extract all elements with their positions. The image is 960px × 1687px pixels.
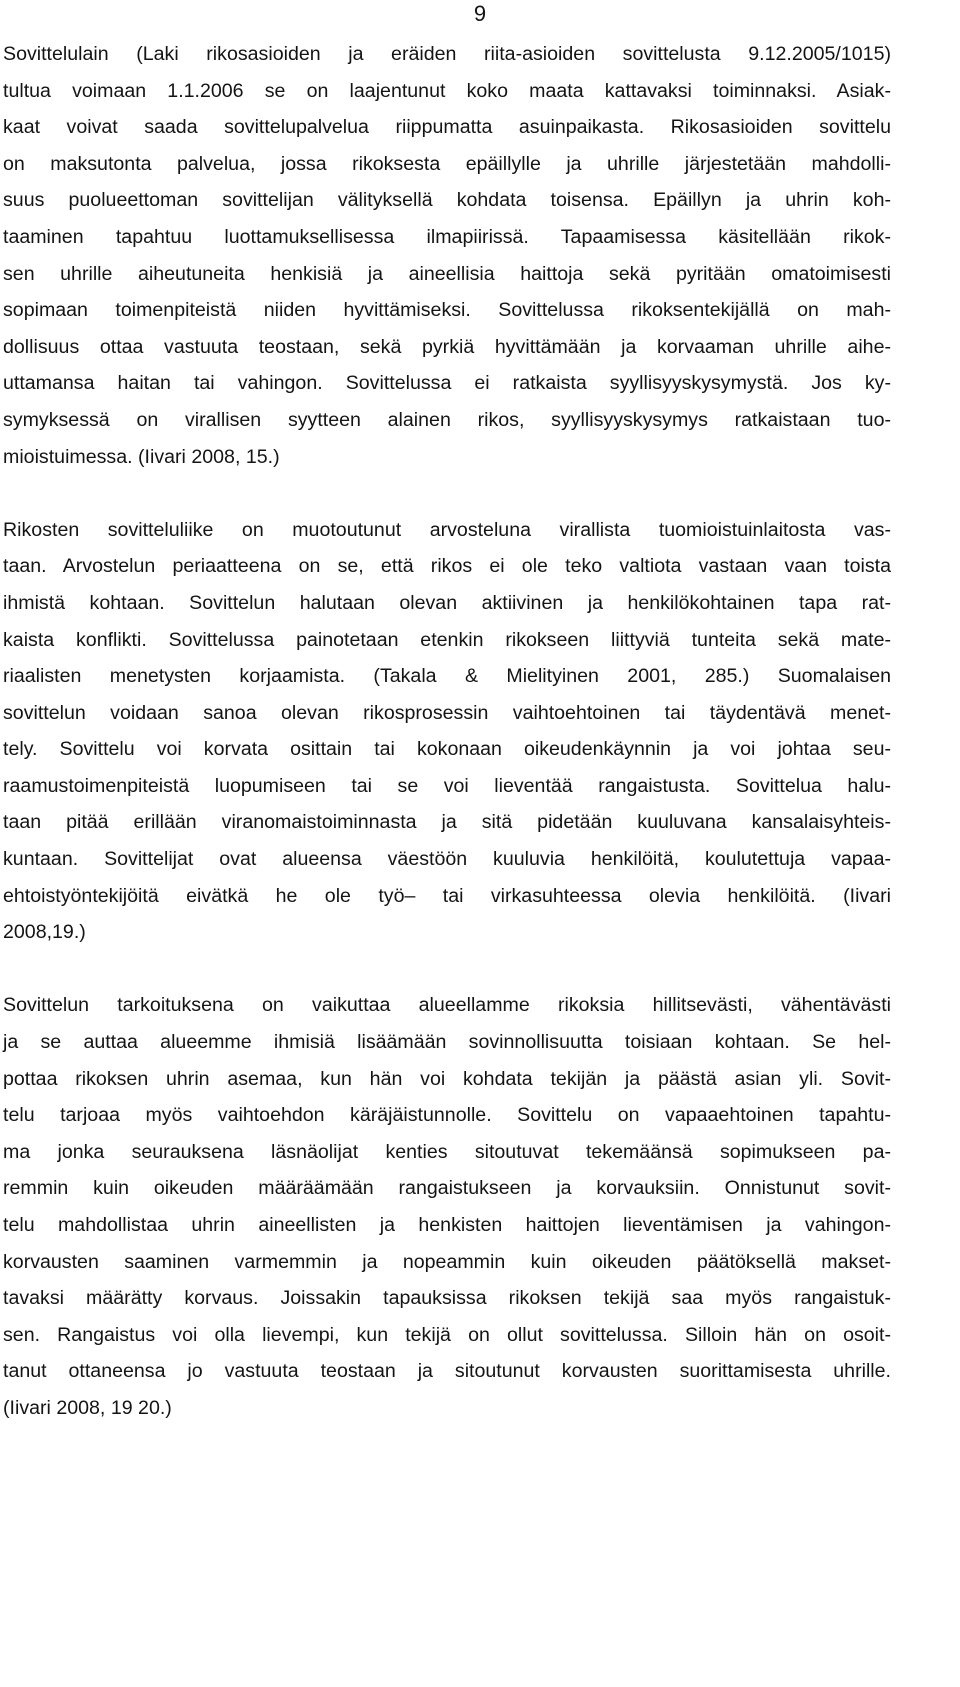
text-line: ehtoistyöntekijöitä eivätkä he ole työ– tai virkasuhteessa olevia henkilöitä. (Iivari bbox=[3, 884, 891, 907]
text-line: remmin kuin oikeuden määräämään rangaistukseen ja korvauksiin. Onnistunut sovit- bbox=[3, 1177, 891, 1200]
text-line: riaalisten menetysten korjaamista. (Takala & Mielityinen 2001, 285.) Suomalaisen bbox=[3, 665, 891, 688]
text-line: (Iivari 2008, 19 20.) bbox=[3, 1396, 172, 1419]
text-line: mioistuimessa. (Iivari 2008, 15.) bbox=[3, 445, 280, 468]
text-line: kaista konflikti. Sovittelussa painotetaan etenkin rikokseen liittyviä tunteita sekä mate- bbox=[3, 628, 891, 651]
text-line: ja se auttaa alueemme ihmisiä lisäämään sovinnollisuutta toisiaan kohtaan. Se hel- bbox=[3, 1031, 891, 1054]
text-line: korvausten saaminen varmemmin ja nopeammin kuin oikeuden päätöksellä makset- bbox=[3, 1250, 891, 1273]
text-line: raamustoimenpiteistä luopumiseen tai se voi lieventää rangaistusta. Sovittelua halu- bbox=[3, 774, 891, 797]
text-line: on maksutonta palvelua, jossa rikoksesta epäillylle ja uhrille järjestetään mahdolli- bbox=[3, 152, 891, 175]
text-line: taan. Arvostelun periaatteena on se, että rikos ei ole teko valtiota vastaan vaan toista bbox=[3, 555, 891, 578]
text-line: tavaksi määrätty korvaus. Joissakin tapauksissa rikoksen tekijä saa myös rangaistuk- bbox=[3, 1287, 891, 1310]
text-line: sen uhrille aiheutuneita henkisiä ja aineellisia haittoja sekä pyritään omatoimisesti bbox=[3, 262, 891, 285]
text-line: ma jonka seurauksena läsnäolijat kenties sitoutuvat tekemäänsä sopimukseen pa- bbox=[3, 1140, 891, 1163]
text-line: symyksessä on virallisen syytteen alainen rikos, syyllisyyskysymys ratkaistaan tuo- bbox=[3, 408, 891, 431]
text-line: telu mahdollistaa uhrin aineellisten ja henkisten haittojen lieventämisen ja vahingon- bbox=[3, 1214, 891, 1236]
text-line: kaat voivat saada sovittelupalvelua riippumatta asuinpaikasta. Rikosasioiden sovittelu bbox=[3, 116, 891, 139]
text-line: tanut ottaneensa jo vastuuta teostaan ja sitoutunut korvausten suorittamisesta uhrille. bbox=[3, 1360, 891, 1383]
text-line: sopimaan toimenpiteistä niiden hyvittämiseksi. Sovittelussa rikoksentekijällä on mah- bbox=[3, 299, 891, 322]
page-number: 9 bbox=[473, 1, 487, 26]
text-line: tultua voimaan 1.1.2006 se on laajentunut koko maata kattavaksi toiminnaksi. Asiak- bbox=[3, 79, 891, 102]
text-line: uttamansa haitan tai vahingon. Sovittelussa ei ratkaista syyllisyyskysymystä. Jos ky- bbox=[3, 372, 891, 395]
text-line: sovittelun voidaan sanoa olevan rikosprosessin vaihtoehtoinen tai täydentävä menet- bbox=[3, 701, 891, 724]
document-body bbox=[3, 36, 891, 1427]
text-line: suus puolueettoman sovittelijan välityksellä kohdata toisensa. Epäillyn ja uhrin koh- bbox=[3, 189, 891, 212]
text-line: taaminen tapahtuu luottamuksellisessa ilmapiirissä. Tapaamisessa käsitellään rikok- bbox=[3, 225, 891, 248]
paragraph-2 bbox=[3, 512, 891, 951]
paragraph-1 bbox=[3, 36, 891, 475]
text-line: dollisuus ottaa vastuuta teostaan, sekä pyrkiä hyvittämään ja korvaaman uhrille aihe- bbox=[3, 335, 891, 358]
text-line: pottaa rikoksen uhrin asemaa, kun hän voi kohdata tekijän ja päästä asian yli. Sovit- bbox=[3, 1067, 891, 1090]
text-line: telu tarjoaa myös vaihtoehdon käräjäistunnolle. Sovittelu on vapaaehtoinen tapahtu- bbox=[3, 1104, 891, 1127]
text-line: sen. Rangaistus voi olla lievempi, kun tekijä on ollut sovittelussa. Silloin hän on osoit- bbox=[3, 1323, 891, 1346]
text-line: Sovittelulain (Laki rikosasioiden ja eräiden riita-asioiden sovittelusta 9.12.2005/1015) bbox=[3, 43, 891, 65]
text-line: 2008,19.) bbox=[3, 921, 86, 944]
text-line: Sovittelun tarkoituksena on vaikuttaa alueellamme rikoksia hillitsevästi, vähentävästi bbox=[3, 994, 891, 1017]
paragraph-3 bbox=[3, 987, 891, 1426]
text-line: Rikosten sovitteluliike on muotoutunut arvosteluna virallista tuomioistuinlaitosta vas- bbox=[3, 518, 891, 541]
text-line: taan pitää erillään viranomaistoiminnasta ja sitä pidetään kuuluvana kansalaisyhteis- bbox=[3, 811, 891, 834]
text-line: kuntaan. Sovittelijat ovat alueensa väestöön kuuluvia henkilöitä, koulutettuja vapaa- bbox=[3, 848, 891, 871]
text-line: ihmistä kohtaan. Sovittelun halutaan olevan aktiivinen ja henkilökohtainen tapa rat- bbox=[3, 591, 891, 614]
text-line: tely. Sovittelu voi korvata osittain tai kokonaan oikeudenkäynnin ja voi johtaa seu- bbox=[3, 738, 891, 761]
